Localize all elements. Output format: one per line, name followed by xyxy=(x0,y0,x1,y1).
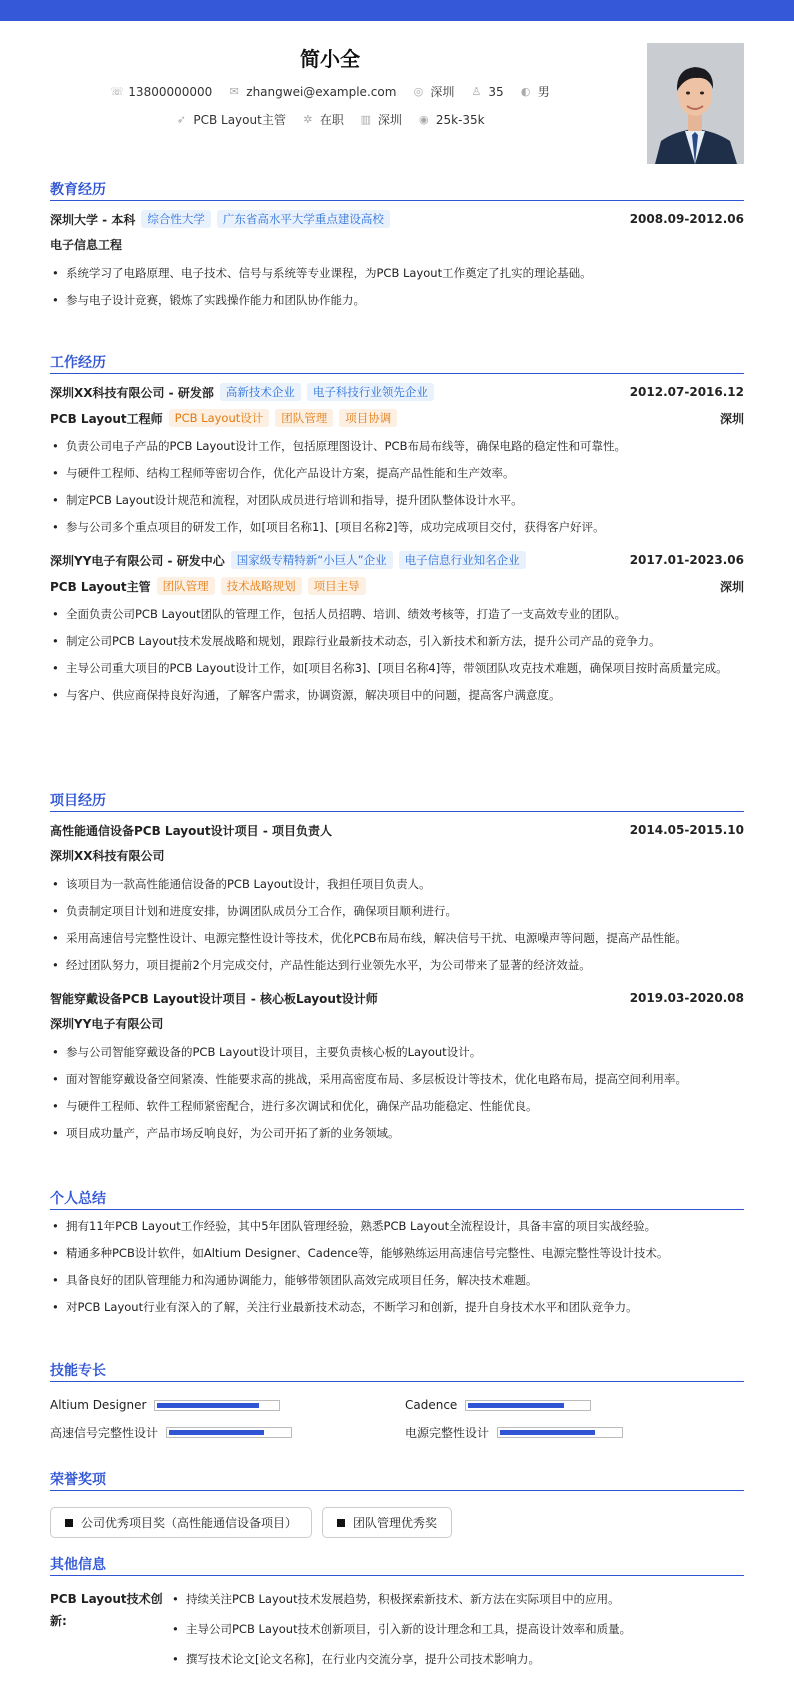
list-item: • 参与电子设计竞赛，锻炼了实践操作能力和团队协作能力。 xyxy=(50,289,744,311)
role-row xyxy=(50,574,744,598)
work-location: 深圳 xyxy=(719,579,744,594)
phone-icon: ☏ xyxy=(110,85,125,98)
work-bullets xyxy=(50,435,744,538)
mail-icon: ✉ xyxy=(229,85,239,98)
other-content xyxy=(50,1588,744,1678)
list-item: • 参与公司多个重点项目的研发工作，如[项目名称1]、[项目名称2]等，成功完成项目交付，获得客户好评。 xyxy=(50,516,744,538)
skill-item xyxy=(50,1424,405,1441)
skill-bar-fill xyxy=(468,1403,563,1408)
square-bullet-icon xyxy=(337,1519,345,1527)
list-item: • 与硬件工程师、软件工程师紧密配合，进行多次调试和优化，确保产品功能稳定、性能优良。 xyxy=(50,1095,744,1117)
gender-info: ◐ 男 xyxy=(520,85,550,99)
send-icon: ➶ xyxy=(176,113,186,126)
skill-bar-fill xyxy=(157,1403,258,1408)
city-info: ◎ 深圳 xyxy=(413,85,455,99)
skill-bar xyxy=(166,1427,292,1438)
list-item: • 经过团队努力，项目提前2个月完成交付，产品性能达到行业领先水平，为公司带来了显著的经济效益。 xyxy=(50,954,744,976)
other-bullets xyxy=(170,1588,631,1678)
status-info: ✲ 在职 xyxy=(303,113,344,127)
avatar-illustration xyxy=(647,43,744,164)
list-item: • 精通多种PCB设计软件，如Altium Designer、Cadence等，能够熟练运用高速信号完整性、电源完整性等设计技术。 xyxy=(50,1242,744,1264)
role-title: PCB Layout工程师 xyxy=(50,411,163,426)
skill-bar xyxy=(154,1400,280,1411)
education-bullets xyxy=(50,262,744,311)
education-entry-head xyxy=(50,207,744,231)
company-tag: 国家级专精特新“小巨人”企业 xyxy=(231,551,393,569)
project-date: 2014.05-2015.10 xyxy=(629,823,744,837)
resume-header xyxy=(0,21,794,171)
other-label: PCB Layout技术创新: xyxy=(50,1592,163,1628)
building-icon: ▥ xyxy=(360,113,372,126)
list-item: • 项目成功量产，产品市场反响良好，为公司开拓了新的业务领域。 xyxy=(50,1122,744,1144)
major: 电子信息工程 xyxy=(50,238,123,252)
role-tag: 团队管理 xyxy=(157,577,215,595)
honors-section xyxy=(50,1469,744,1538)
section-title: 工作经历 xyxy=(50,352,744,374)
list-item: • 全面负责公司PCB Layout团队的管理工作，包括人员招聘、培训、绩效考核等，打造了一支高效专业的团队。 xyxy=(50,603,744,625)
projects-section xyxy=(50,790,744,1144)
gender-icon: ◐ xyxy=(520,85,531,98)
work-entry-head xyxy=(50,380,744,404)
section-title: 荣誉奖项 xyxy=(50,1469,744,1491)
list-item: • 撰写技术论文[论文名称]，在行业内交流分享，提升公司技术影响力。 xyxy=(170,1648,631,1670)
list-item: • 主导公司重大项目的PCB Layout设计工作，如[项目名称3]、[项目名称4]等，带领团队攻克技术难题，确保项目按时高质量完成。 xyxy=(50,657,744,679)
list-item: • 负责制定项目计划和进度安排，协调团队成员分工合作，确保项目顺利进行。 xyxy=(50,900,744,922)
candidate-name: 简小全 xyxy=(300,47,360,71)
role-tag: PCB Layout设计 xyxy=(169,409,270,427)
role-row xyxy=(50,406,744,430)
summary-section xyxy=(50,1188,744,1318)
project-name: 高性能通信设备PCB Layout设计项目 - 项目负责人 xyxy=(50,823,332,838)
list-item: • 参与公司智能穿戴设备的PCB Layout设计项目，主要负责核心板的Layout设计。 xyxy=(50,1041,744,1063)
work-date: 2012.07-2016.12 xyxy=(629,385,744,399)
project-name: 智能穿戴设备PCB Layout设计项目 - 核心板Layout设计师 xyxy=(50,991,378,1006)
top-accent-bar xyxy=(0,0,794,21)
work-date: 2017.01-2023.06 xyxy=(629,553,744,567)
profile-photo xyxy=(647,43,744,164)
role-tag: 项目主导 xyxy=(308,577,366,595)
other-section xyxy=(50,1554,744,1678)
list-item: • 具备良好的团队管理能力和沟通协调能力，能够带领团队高效完成项目任务，解决技术难题。 xyxy=(50,1269,744,1291)
section-title: 技能专长 xyxy=(50,1360,744,1382)
section-title: 其他信息 xyxy=(50,1554,744,1576)
project-entry-head xyxy=(50,986,744,1010)
position-info: ➶ PCB Layout主管 xyxy=(176,113,286,127)
school-name: 深圳大学 - 本科 xyxy=(50,212,136,227)
project-entry-head xyxy=(50,818,744,842)
skill-name: 电源完整性设计 xyxy=(405,1426,490,1440)
skill-bar xyxy=(465,1400,591,1411)
salary-info: ◉ 25k-35k xyxy=(419,112,485,127)
list-item: • 制定PCB Layout设计规范和流程，对团队成员进行培训和指导，提升团队整体设计水平。 xyxy=(50,489,744,511)
section-title: 教育经历 xyxy=(50,179,744,201)
list-item: • 持续关注PCB Layout技术发展趋势，积极探索新技术、新方法在实际项目中的应用。 xyxy=(170,1588,631,1610)
list-item: • 拥有11年PCB Layout工作经验，其中5年团队管理经验，熟悉PCB Layout全流程设计，具备丰富的项目实战经验。 xyxy=(50,1215,744,1237)
company-tag: 高新技术企业 xyxy=(220,383,301,401)
role-title: PCB Layout主管 xyxy=(50,579,151,594)
phone-info: ☏ 13800000000 xyxy=(110,84,213,99)
list-item: • 采用高速信号完整性设计、电源完整性设计等技术，优化PCB布局布线，解决信号干扰、电源噪声等问题，提高产品性能。 xyxy=(50,927,744,949)
age-info: ♙ 35 xyxy=(471,84,504,99)
company-tag: 电子信息行业知名企业 xyxy=(399,551,526,569)
list-item: • 面对智能穿戴设备空间紧凑、性能要求高的挑战，采用高密度布局、多层板设计等技术，优化电路布局，提高空间利用率。 xyxy=(50,1068,744,1090)
target-city-info: ▥ 深圳 xyxy=(360,113,402,127)
section-title: 个人总结 xyxy=(50,1188,744,1210)
school-tag: 广东省高水平大学重点建设高校 xyxy=(217,210,390,228)
school-tag: 综合性大学 xyxy=(141,210,211,228)
list-item: • 该项目为一款高性能通信设备的PCB Layout设计，我担任项目负责人。 xyxy=(50,873,744,895)
list-item: • 对PCB Layout行业有深入的了解，关注行业最新技术动态，不断学习和创新，提升自身技术水平和团队竞争力。 xyxy=(50,1296,744,1318)
role-tag: 项目协调 xyxy=(339,409,397,427)
work-location: 深圳 xyxy=(719,411,744,426)
skills-grid xyxy=(50,1398,744,1441)
role-tag: 团队管理 xyxy=(275,409,333,427)
email-info: ✉ zhangwei@example.com xyxy=(229,84,397,99)
honor-badge: 公司优秀项目奖（高性能通信设备项目） xyxy=(50,1507,312,1538)
education-section xyxy=(50,179,744,311)
project-company: 深圳YY电子有限公司 xyxy=(50,1017,164,1031)
project-bullets xyxy=(50,1041,744,1144)
honor-badge: 团队管理优秀奖 xyxy=(322,1507,452,1538)
company-tag: 电子科技行业领先企业 xyxy=(307,383,434,401)
education-date: 2008.09-2012.06 xyxy=(629,212,744,226)
list-item: • 负责公司电子产品的PCB Layout设计工作，包括原理图设计、PCB布局布线等，确保电路的稳定性和可靠性。 xyxy=(50,435,744,457)
salary-icon: ◉ xyxy=(419,113,429,126)
role-tag: 技术战略规划 xyxy=(221,577,302,595)
skill-item xyxy=(50,1398,405,1412)
skill-bar-fill xyxy=(500,1430,595,1435)
square-bullet-icon xyxy=(65,1519,73,1527)
project-date: 2019.03-2020.08 xyxy=(629,991,744,1005)
company-name: 深圳YY电子有限公司 - 研发中心 xyxy=(50,553,225,568)
gear-icon: ✲ xyxy=(303,113,313,126)
honors-list xyxy=(50,1507,744,1538)
age-icon: ♙ xyxy=(471,85,482,98)
list-item: • 与客户、供应商保持良好沟通，了解客户需求，协调资源，解决项目中的问题，提高客户满意度。 xyxy=(50,684,744,706)
summary-bullets xyxy=(50,1215,744,1318)
work-section xyxy=(50,352,744,706)
section-title: 项目经历 xyxy=(50,790,744,812)
skill-name: 高速信号完整性设计 xyxy=(50,1426,159,1440)
location-icon: ◎ xyxy=(413,85,424,98)
skill-bar xyxy=(497,1427,623,1438)
skills-section xyxy=(50,1360,744,1441)
project-company: 深圳XX科技有限公司 xyxy=(50,849,165,863)
work-entry-head xyxy=(50,548,744,572)
contact-row xyxy=(0,83,660,100)
skill-bar-fill xyxy=(169,1430,264,1435)
skill-name: Altium Designer xyxy=(50,1398,147,1412)
skill-item xyxy=(405,1398,744,1412)
skill-name: Cadence xyxy=(405,1398,458,1412)
company-name: 深圳XX科技有限公司 - 研发部 xyxy=(50,385,214,400)
skill-item xyxy=(405,1424,744,1441)
list-item: • 制定公司PCB Layout技术发展战略和规划，跟踪行业最新技术动态，引入新技术和新方法，提升公司产品的竞争力。 xyxy=(50,630,744,652)
list-item: • 系统学习了电路原理、电子技术、信号与系统等专业课程，为PCB Layout工作奠定了扎实的理论基础。 xyxy=(50,262,744,284)
job-intent-row xyxy=(0,111,660,128)
list-item: • 与硬件工程师、结构工程师等密切合作，优化产品设计方案，提高产品性能和生产效率。 xyxy=(50,462,744,484)
list-item: • 主导公司PCB Layout技术创新项目，引入新的设计理念和工具，提高设计效率和质量。 xyxy=(170,1618,631,1640)
work-bullets xyxy=(50,603,744,706)
project-bullets xyxy=(50,873,744,976)
